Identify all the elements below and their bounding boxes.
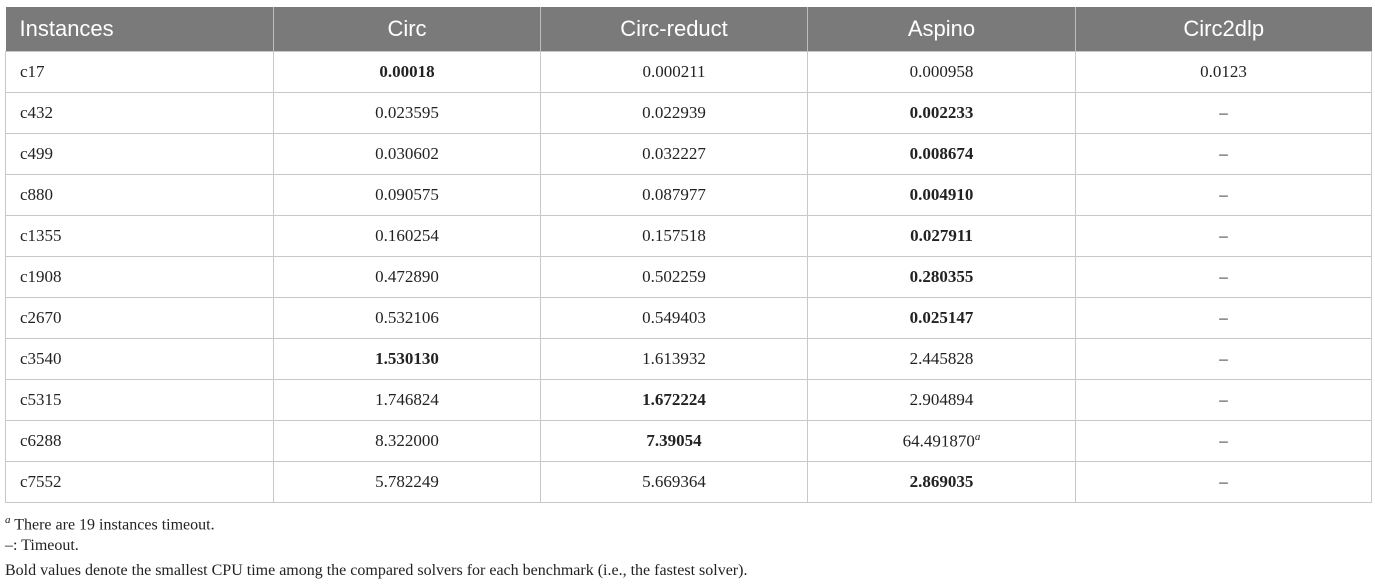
cell-value: c2670 [20, 308, 62, 327]
cell-value: 8.322000 [375, 431, 439, 450]
cell-value: 64.491870 [902, 431, 975, 451]
header-circ2dlp: Circ2dlp [1076, 7, 1372, 52]
header-instances: Instances [6, 7, 274, 52]
cell-instance [6, 298, 274, 339]
cell-value: 0.472890 [375, 267, 439, 286]
cell-value: 0.004910 [909, 185, 974, 204]
cell-value: 1.613932 [642, 349, 706, 368]
cell-value: c6288 [20, 431, 62, 450]
cell-value: c499 [20, 144, 54, 163]
cell-instance [6, 462, 274, 503]
cell-value: 0.090575 [375, 185, 439, 204]
cell-instance [6, 257, 274, 298]
cell-aspino [808, 462, 1076, 503]
cell-instance [6, 380, 274, 421]
footnotes [5, 508, 747, 583]
cell-value: 0.022939 [642, 103, 706, 122]
cell-circ2dlp [1076, 339, 1372, 380]
cell-aspino [808, 339, 1076, 380]
cell-value: 0.280355 [909, 267, 974, 286]
cell-value: 0.160254 [375, 226, 439, 245]
table-row [6, 257, 1372, 298]
results-table [5, 7, 1372, 503]
cell-circ2dlp [1076, 380, 1372, 421]
cell-value: c1908 [20, 267, 62, 286]
cell-value: c3540 [20, 349, 62, 368]
cell-aspino [808, 298, 1076, 339]
cell-aspino [808, 134, 1076, 175]
cell-value: c5315 [20, 390, 62, 409]
cell-circ [274, 421, 541, 462]
footnote-marker: a [974, 430, 981, 443]
cell-value: – [1219, 308, 1228, 327]
cell-circ2dlp [1076, 421, 1372, 462]
cell-circ-reduct [541, 298, 808, 339]
cell-value: 0.030602 [375, 144, 439, 163]
cell-circ [274, 93, 541, 134]
footnote-bold: Bold values denote the smallest CPU time among the compared solvers for each benchmark (i.e., the fastest solver). [5, 562, 748, 579]
cell-circ [274, 462, 541, 503]
cell-circ2dlp [1076, 257, 1372, 298]
cell-value: 0.532106 [375, 308, 439, 327]
cell-circ-reduct [541, 175, 808, 216]
cell-value: 0.000958 [909, 62, 974, 81]
cell-instance [6, 175, 274, 216]
cell-value: – [1219, 390, 1228, 409]
footnote-a-text: There are 19 instances timeout. [14, 516, 215, 534]
table-row [6, 216, 1372, 257]
header-circ: Circ [274, 7, 541, 52]
cell-circ2dlp [1076, 134, 1372, 175]
cell-circ [274, 134, 541, 175]
cell-value: 7.39054 [646, 431, 702, 450]
footnote-a [5, 508, 747, 533]
cell-circ2dlp [1076, 462, 1372, 503]
cell-value: 0.502259 [642, 267, 706, 286]
cell-circ-reduct [541, 380, 808, 421]
cell-aspino [808, 216, 1076, 257]
cell-aspino [808, 52, 1076, 93]
results-table-container [5, 7, 1371, 503]
cell-value: – [1219, 349, 1228, 368]
table-row [6, 52, 1372, 93]
table-row [6, 380, 1372, 421]
cell-value: – [1219, 226, 1228, 245]
cell-value: c17 [20, 62, 45, 81]
cell-value: 0.023595 [375, 103, 439, 122]
cell-circ [274, 339, 541, 380]
cell-circ [274, 380, 541, 421]
cell-circ [274, 52, 541, 93]
cell-value: c1355 [20, 226, 62, 245]
table-row [6, 421, 1372, 462]
cell-circ-reduct [541, 257, 808, 298]
cell-circ-reduct [541, 134, 808, 175]
cell-circ [274, 175, 541, 216]
table-body [6, 52, 1372, 503]
cell-value: c7552 [20, 472, 62, 491]
table-row [6, 134, 1372, 175]
table-row [6, 175, 1372, 216]
table-row [6, 339, 1372, 380]
cell-value: – [1219, 185, 1228, 204]
cell-circ-reduct [541, 339, 808, 380]
cell-value: – [1219, 144, 1228, 163]
cell-value: 1.746824 [375, 390, 439, 409]
cell-aspino [808, 421, 1076, 462]
cell-circ-reduct [541, 216, 808, 257]
cell-value: 0.032227 [642, 144, 706, 163]
cell-value: 5.669364 [642, 472, 706, 491]
cell-circ [274, 298, 541, 339]
cell-aspino [808, 380, 1076, 421]
cell-aspino [808, 257, 1076, 298]
cell-aspino [808, 93, 1076, 134]
cell-instance [6, 421, 274, 462]
cell-value: 1.530130 [375, 349, 439, 368]
cell-instance [6, 93, 274, 134]
cell-value: 0.002233 [909, 103, 974, 122]
cell-value: – [1219, 103, 1228, 122]
cell-instance [6, 339, 274, 380]
cell-value: 2.904894 [909, 390, 974, 409]
cell-circ-reduct [541, 93, 808, 134]
cell-instance [6, 216, 274, 257]
cell-value: 5.782249 [375, 472, 439, 491]
cell-value: 2.869035 [909, 472, 974, 491]
cell-value: – [1219, 431, 1228, 450]
cell-circ2dlp [1076, 52, 1372, 93]
cell-value: 0.00018 [379, 62, 435, 81]
cell-value: 0.0123 [1200, 62, 1247, 81]
cell-value: 0.157518 [642, 226, 706, 245]
cell-circ2dlp [1076, 93, 1372, 134]
cell-value: c432 [20, 103, 54, 122]
cell-value: 0.027911 [910, 226, 973, 245]
cell-circ2dlp [1076, 216, 1372, 257]
cell-circ [274, 216, 541, 257]
cell-value: 0.025147 [909, 308, 974, 327]
header-circ-reduct: Circ-reduct [541, 7, 808, 52]
cell-value: c880 [20, 185, 54, 204]
header-row [6, 7, 1372, 52]
cell-value: 0.087977 [642, 185, 706, 204]
cell-circ2dlp [1076, 175, 1372, 216]
cell-value: – [1219, 267, 1228, 286]
cell-circ-reduct [541, 462, 808, 503]
cell-instance [6, 134, 274, 175]
footnote-a-marker: a [5, 514, 11, 526]
table-row [6, 462, 1372, 503]
cell-circ2dlp [1076, 298, 1372, 339]
cell-circ [274, 257, 541, 298]
table-row [6, 298, 1372, 339]
cell-value: 1.672224 [642, 390, 706, 409]
cell-value: 2.445828 [909, 349, 974, 368]
cell-value: 0.549403 [642, 308, 706, 327]
cell-circ-reduct [541, 52, 808, 93]
table-row [6, 93, 1372, 134]
cell-value: 0.000211 [642, 62, 706, 81]
cell-aspino [808, 175, 1076, 216]
footnote-dash: –: Timeout. [5, 537, 79, 554]
cell-circ-reduct [541, 421, 808, 462]
cell-value: 0.008674 [909, 144, 974, 163]
header-aspino: Aspino [808, 7, 1076, 52]
cell-value: – [1219, 472, 1228, 491]
cell-instance [6, 52, 274, 93]
